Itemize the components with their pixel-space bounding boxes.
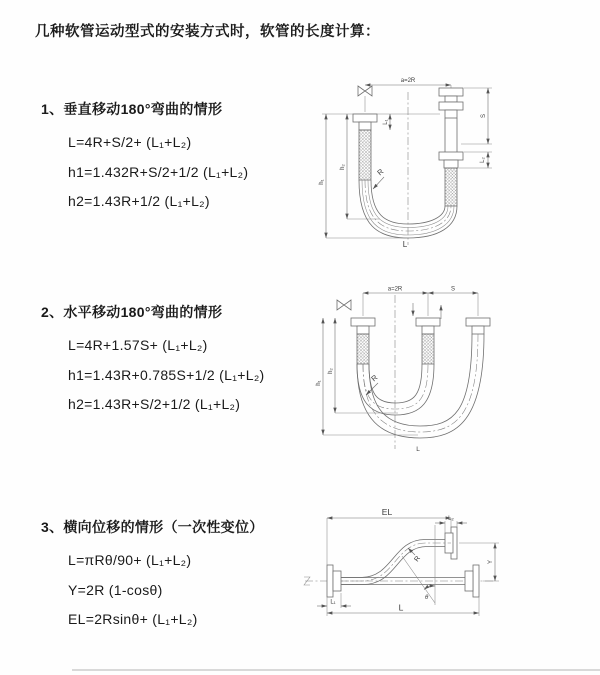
s-label: S — [481, 113, 487, 119]
dimension-top-width — [365, 78, 451, 88]
left-fitting — [353, 114, 377, 180]
section-2-heading: 2、水平移动180°弯曲的情形 — [41, 304, 223, 320]
diagram-lateral-displacement — [301, 506, 597, 648]
section-3 — [41, 517, 331, 635]
top-width-label: a=2R — [387, 286, 403, 293]
diagram-vertical-180-bend — [318, 72, 528, 250]
section-1-formulas — [41, 128, 331, 217]
section-3-heading: 3、横向位移的情形（一次性变位） — [41, 519, 264, 535]
formula-line: L=4R+1.57S+ (L₁+L₂) — [68, 337, 208, 353]
r-label: R — [413, 555, 423, 564]
dimension-l1 — [383, 114, 390, 130]
y-label: Y — [488, 559, 494, 565]
formula-line: L=πRθ/90+ (L₁+L₂) — [68, 552, 192, 568]
angle-construction — [402, 525, 435, 605]
formula-line: h2=1.43R+S/2+1/2 (L₁+L₂) — [68, 396, 241, 412]
left-fitting — [351, 318, 375, 364]
section-3-formulas — [41, 546, 331, 635]
dimension-l2 — [480, 152, 488, 168]
section-1 — [41, 99, 331, 217]
l1-label: L₁ — [330, 599, 336, 606]
l-label: L — [416, 446, 420, 453]
formula-line: L=4R+S/2+ (L₁+L₂) — [68, 134, 192, 150]
l-label: L — [398, 602, 404, 613]
section-2-formulas — [41, 331, 331, 420]
dimension-l — [327, 597, 479, 616]
formula-line: h1=1.43R+0.785S+1/2 (L₁+L₂) — [68, 366, 265, 383]
u-bend-displaced — [357, 334, 484, 438]
r-label: R — [375, 166, 386, 178]
right-fitting — [466, 318, 490, 334]
l-label: L — [402, 240, 408, 249]
l1-label: L₁ — [383, 119, 389, 125]
el-label: EL — [381, 507, 393, 517]
dimension-s — [459, 88, 492, 168]
left-flange — [327, 565, 341, 597]
right-bottom-flange — [465, 565, 479, 597]
h1-label: h₁ — [316, 380, 322, 386]
h2-label: h₂ — [328, 368, 334, 374]
radius-callout — [408, 548, 422, 563]
page-title: 几种软管运动型式的安装方式时，软管的长度计算： — [35, 24, 380, 40]
theta-label: θ — [425, 595, 429, 601]
radius-callout — [373, 167, 386, 189]
section-1-heading: 1、垂直移动180°弯曲的情形 — [41, 101, 223, 117]
l2-label: L₂ — [448, 516, 454, 522]
valve-icon — [358, 86, 372, 112]
h1-label: h₁ — [319, 179, 325, 185]
middle-fitting — [416, 318, 440, 364]
fitting-length-arrows — [413, 303, 441, 319]
s-label: S — [450, 286, 456, 293]
formula-line: EL=2Rsinθ+ (L₁+L₂) — [68, 611, 198, 627]
diagram-horizontal-180-bend — [313, 283, 525, 455]
formula-line: h1=1.432R+S/2+1/2 (L₁+L₂) — [68, 163, 249, 180]
h2-label: h₂ — [340, 164, 346, 170]
r-label: R — [369, 372, 380, 384]
scan-edge-artifact — [72, 669, 600, 671]
u-bend-original — [357, 364, 434, 415]
valve-icon — [337, 300, 351, 310]
dimension-el — [327, 507, 451, 565]
l2-label: L₂ — [480, 157, 486, 163]
dimension-l1 — [317, 593, 351, 608]
dimension-top-width — [363, 287, 478, 317]
formula-line: Y=2R (1-cosθ) — [68, 581, 163, 598]
right-fitting — [439, 88, 463, 206]
section-2 — [41, 302, 331, 420]
top-width-label: a=2R — [400, 78, 416, 84]
formula-line: h2=1.43R+1/2 (L₁+L₂) — [68, 193, 210, 209]
